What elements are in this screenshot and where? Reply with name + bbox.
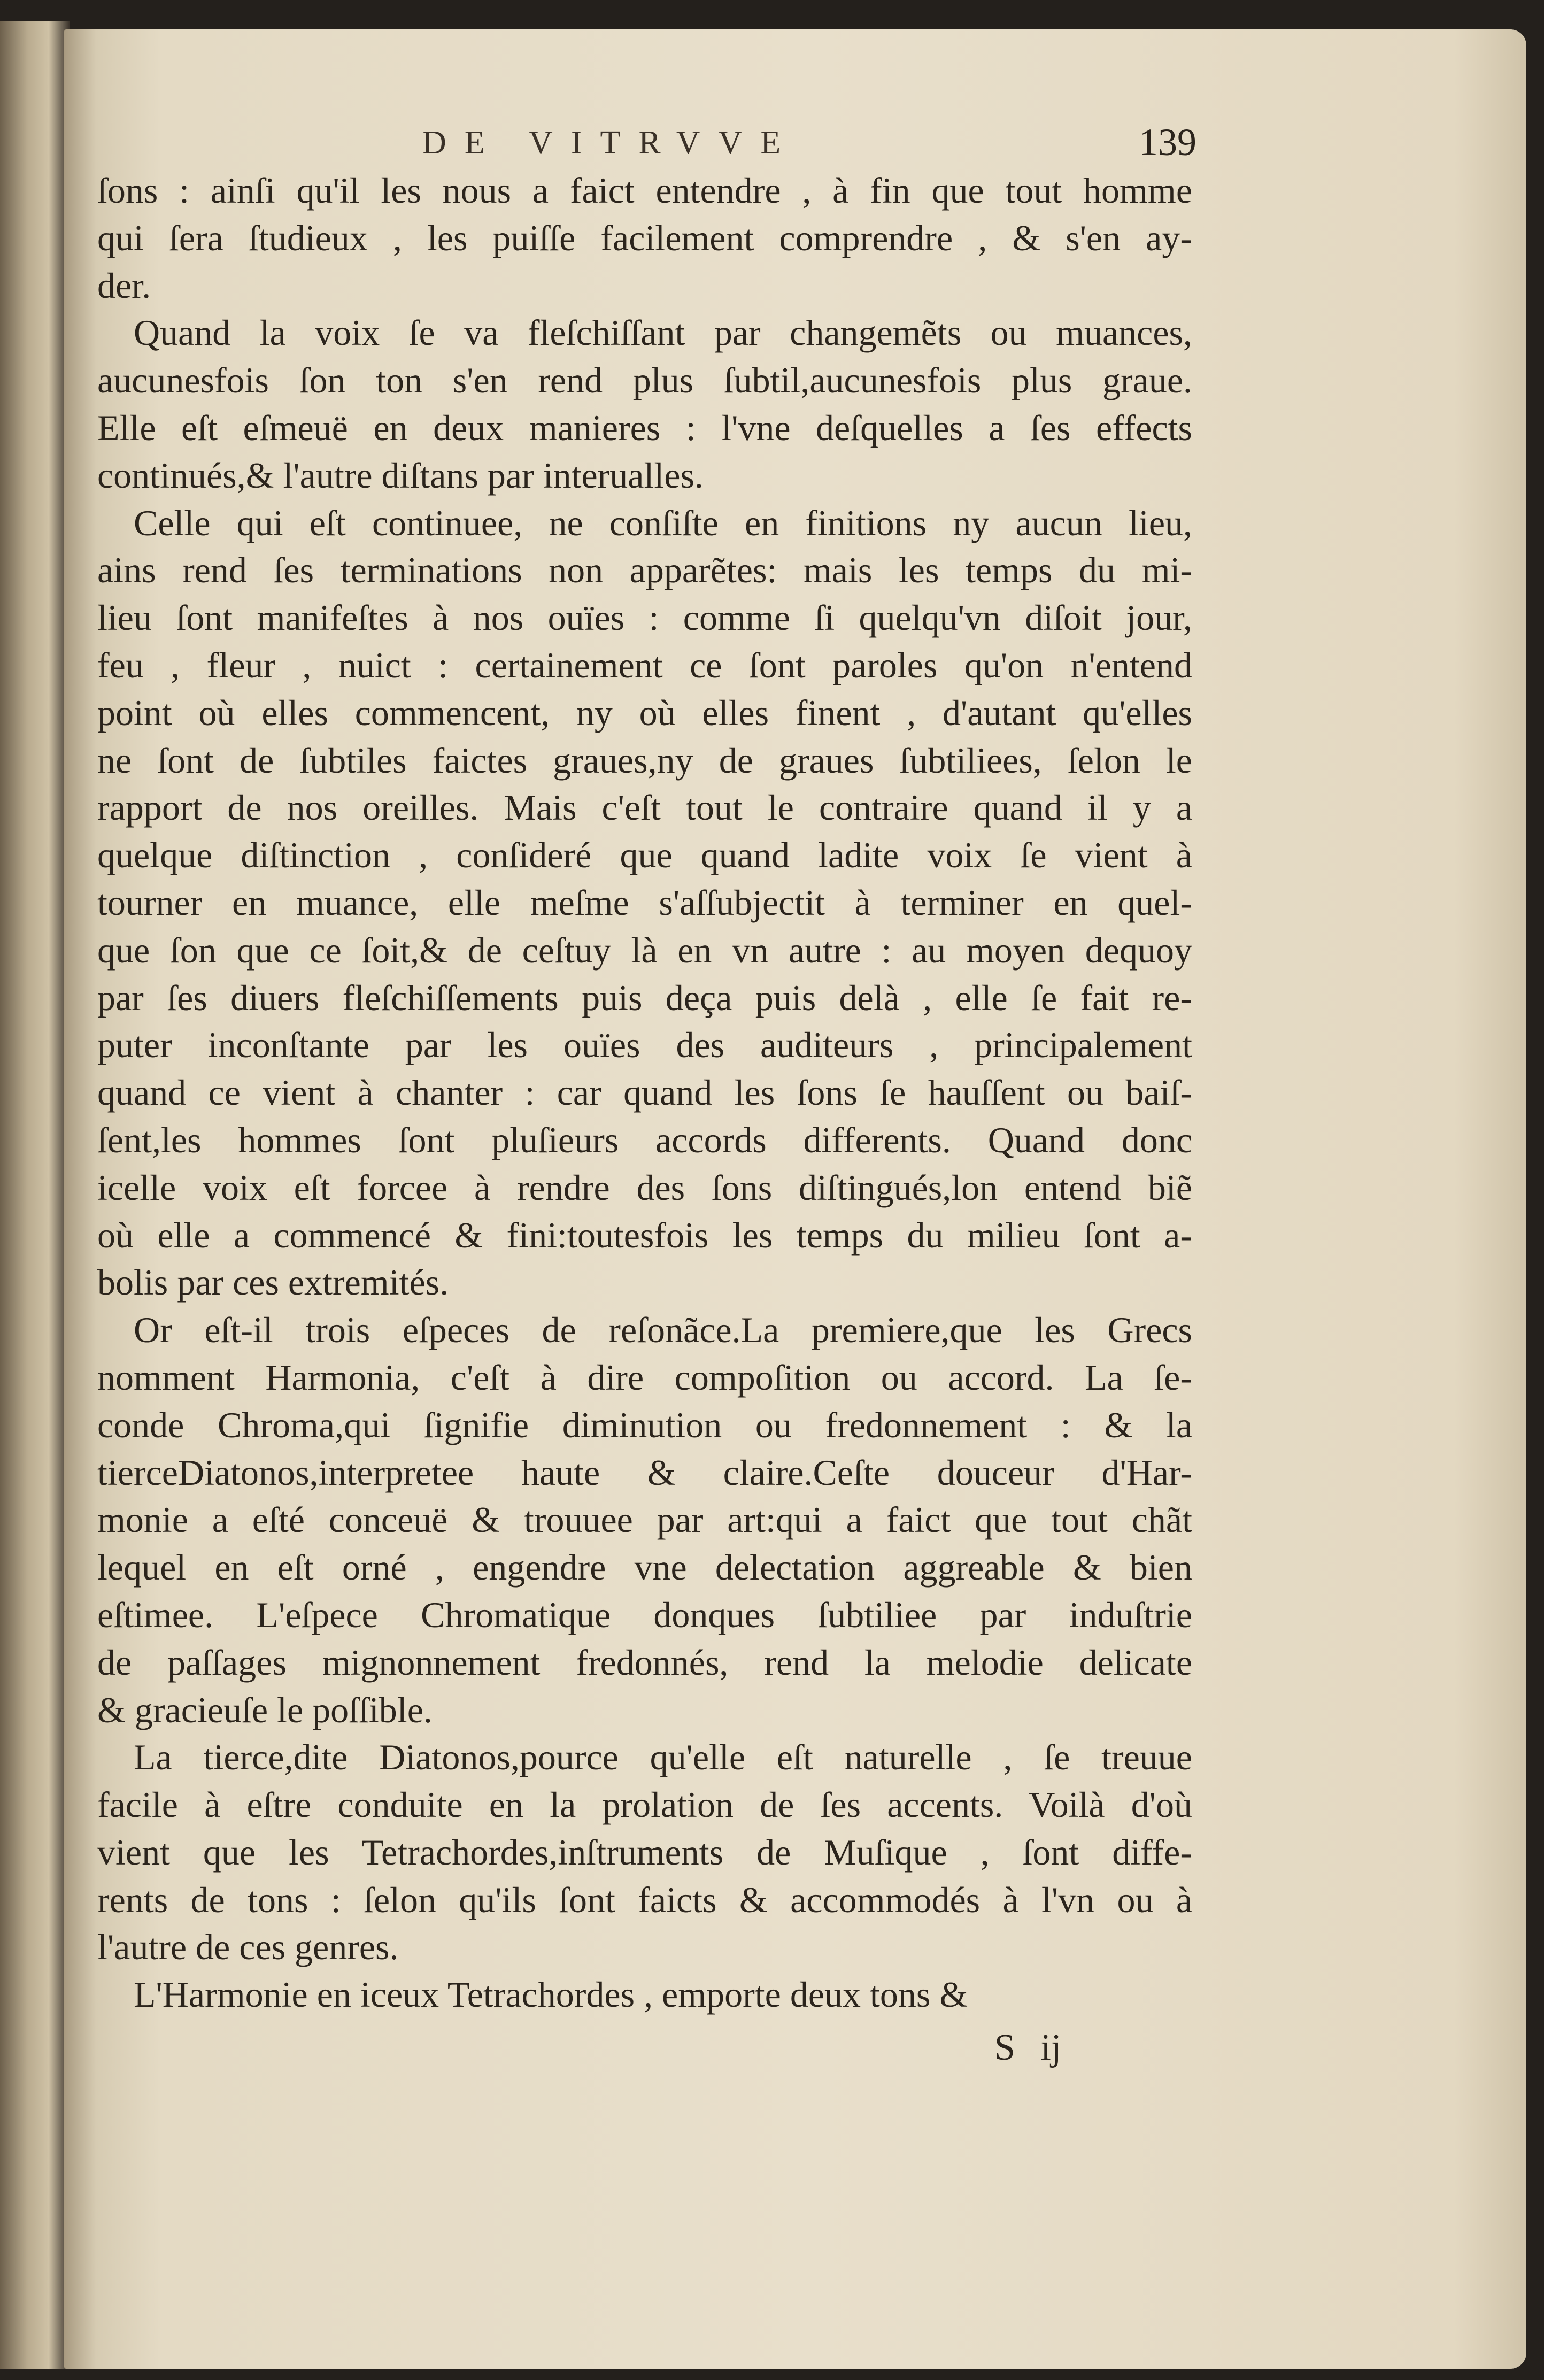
- text-line: facile à eſtre conduite en la prolation de ſes accents. Voilà d'où: [97, 1784, 1192, 1826]
- text-line: ſons : ainſi qu'il les nous a faict entendre , à fin que tout homme: [97, 170, 1192, 211]
- text-line: puter inconſtante par les ouïes des auditeurs , principalement: [97, 1025, 1192, 1066]
- text-line: tierceDiatonos,interpretee haute & claire.Ceſte douceur d'Har-: [97, 1452, 1192, 1493]
- text-line: vient que les Tetrachordes,inſtruments de Muſique , ſont diffe-: [97, 1831, 1192, 1873]
- text-line: quelque diſtinction , conſideré que quand ladite voix ſe vient à: [97, 835, 1192, 876]
- text-line: Quand la voix ſe va fleſchiſſant par changemẽts ou muances,: [134, 312, 1192, 353]
- text-line: conde Chroma,qui ſignifie diminution ou fredonnement : & la: [97, 1404, 1192, 1445]
- text-line: bolis par ces extremités.: [97, 1262, 449, 1303]
- text-line: que ſon que ce ſoit,& de ceſtuy là en vn autre : au moyen dequoy: [97, 929, 1192, 971]
- text-line: point où elles commencent, ny où elles finent , d'autant qu'elles: [97, 692, 1192, 733]
- text-line: icelle voix eſt forcee à rendre des ſons diſtingués,lon entend biẽ: [97, 1167, 1192, 1208]
- adjacent-page-edge: [0, 21, 70, 2369]
- page-number: 139: [1139, 121, 1196, 164]
- text-line: L'Harmonie en iceux Tetrachordes , emporte deux tons &: [134, 1974, 968, 2015]
- text-line: Or eſt-il trois eſpeces de reſonãce.La premiere,que les Grecs: [134, 1310, 1192, 1351]
- text-line: rapport de nos oreilles. Mais c'eſt tout le contraire quand il y a: [97, 787, 1192, 828]
- signature-mark: S ij: [994, 2027, 1062, 2068]
- text-line: de paſſages mignonnement fredonnés, rend la melodie delicate: [97, 1642, 1192, 1683]
- text-line: rents de tons : ſelon qu'ils ſont faicts & accommodés à l'vn ou à: [97, 1879, 1192, 1920]
- body-text: [97, 167, 1192, 2019]
- text-line: monie a eſté conceuë & trouuee par art:qui a faict que tout chãt: [97, 1499, 1192, 1541]
- text-line: par ſes diuers fleſchiſſements puis deça puis delà , elle ſe fait re-: [97, 977, 1192, 1018]
- text-line: der.: [97, 265, 151, 306]
- text-line: ſent,les hommes ſont pluſieurs accords differents. Quand donc: [97, 1119, 1192, 1160]
- text-line: & gracieuſe le poſſible.: [97, 1689, 433, 1730]
- text-line: lieu ſont manifeſtes à nos ouïes : comme ſi quelqu'vn diſoit jour,: [97, 597, 1192, 638]
- text-line: où elle a commencé & fini:toutesfois les temps du milieu ſont a-: [97, 1214, 1192, 1256]
- running-head: DE VITRVVE: [422, 125, 799, 161]
- text-line: feu , fleur , nuict : certainement ce ſont paroles qu'on n'entend: [97, 644, 1192, 685]
- text-line: l'autre de ces genres.: [97, 1927, 399, 1968]
- text-line: ains rend ſes terminations non apparẽtes: mais les temps du mi-: [97, 550, 1192, 591]
- text-line: La tierce,dite Diatonos,pource qu'elle eſt naturelle , ſe treuue: [134, 1737, 1192, 1778]
- text-line: quand ce vient à chanter : car quand les ſons ſe hauſſent ou baiſ-: [97, 1072, 1192, 1113]
- text-line: tourner en muance, elle meſme s'aſſubjectit à terminer en quel-: [97, 882, 1192, 923]
- text-line: qui ſera ſtudieux , les puiſſe facilement comprendre , & s'en ay-: [97, 217, 1192, 258]
- text-line: aucunesfois ſon ton s'en rend plus ſubtil,aucunesfois plus graue.: [97, 360, 1192, 401]
- text-line: eſtimee. L'eſpece Chromatique donques ſubtiliee par induſtrie: [97, 1594, 1192, 1635]
- text-line: Celle qui eſt continuee, ne conſiſte en finitions ny aucun lieu,: [134, 502, 1192, 543]
- text-line: continués,& l'autre diſtans par interualles.: [97, 455, 704, 496]
- text-line: ne ſont de ſubtiles faictes graues,ny de graues ſubtiliees, ſelon le: [97, 740, 1192, 781]
- text-line: lequel en eſt orné , engendre vne delectation aggreable & bien: [97, 1547, 1192, 1588]
- text-line: nomment Harmonia, c'eſt à dire compoſition ou accord. La ſe-: [97, 1357, 1192, 1398]
- text-line: Elle eſt eſmeuë en deux manieres : l'vne deſquelles a ſes effects: [97, 407, 1192, 448]
